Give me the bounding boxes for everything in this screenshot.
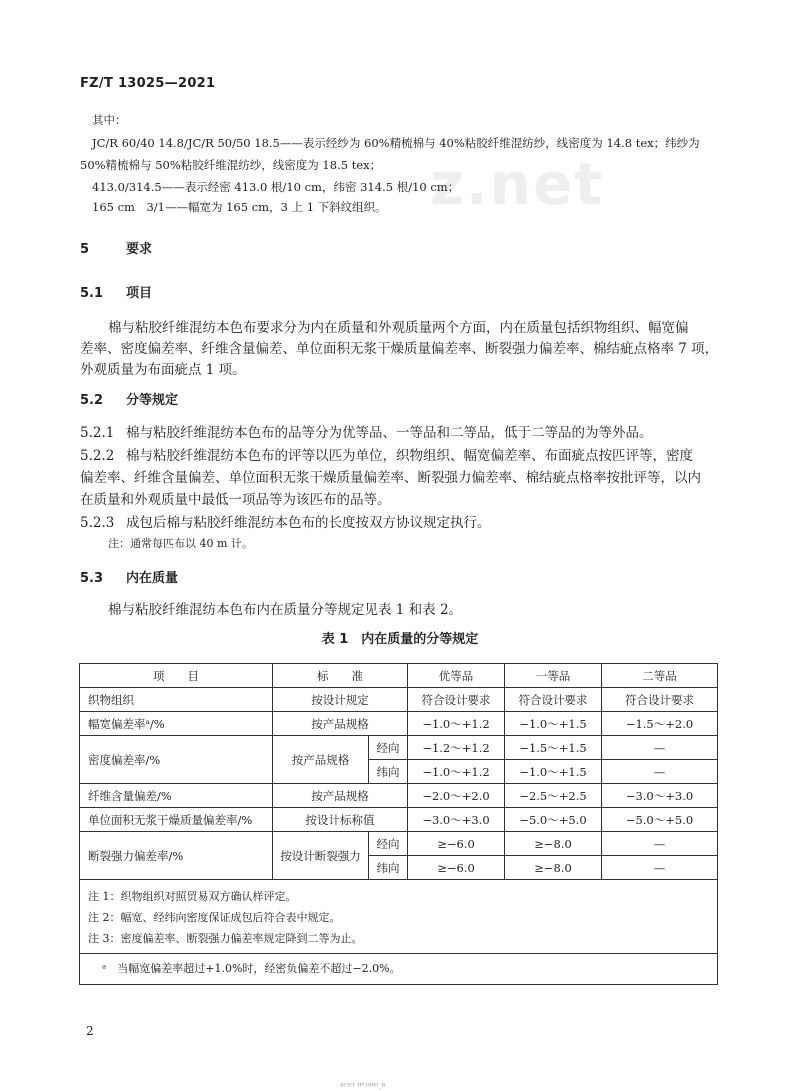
header-item: 项 目 — [80, 664, 273, 688]
cell-second: — — [602, 856, 718, 880]
cell-superior: 符合设计要求 — [408, 688, 505, 712]
row-item: 单位面积无浆干燥质量偏差率/% — [80, 808, 273, 832]
cell-first: 符合设计要求 — [505, 688, 602, 712]
cell-superior: −2.0～+2.0 — [408, 784, 505, 808]
cell-second: 符合设计要求 — [602, 688, 718, 712]
table-notes — [80, 880, 718, 954]
intro-label: 其中： — [92, 113, 127, 127]
cell-superior: −1.2～+1.2 — [408, 736, 505, 760]
clause-5-2-2-line-1: 5.2.2 棉与粘胶纤维混纺本色布的评等以匹为单位，织物组织、幅宽偏差率、布面疵点按匹评等，密度 — [80, 448, 693, 464]
section-5-1-heading: 5.1 项目 — [80, 286, 153, 301]
table-row — [80, 808, 718, 832]
clause-5-2-1: 5.2.1 棉与粘胶纤维混纺本色布的品等分为优等品、一等品和二等品，低于二等品的为等外品。 — [80, 425, 653, 441]
example-line-2: 50%精梳棉与 50%粘胶纤维混纺纱，线密度为 18.5 tex； — [80, 158, 382, 172]
clause-5-2-3: 5.2.3 成包后棉与粘胶纤维混纺本色布的长度按双方协议规定执行。 — [80, 515, 491, 531]
row-item: 纤维含量偏差/% — [80, 784, 273, 808]
table-1 — [79, 663, 718, 985]
cell-second: — — [602, 832, 718, 856]
table-1-caption: 表 1 内在质量的分等规定 — [321, 632, 479, 647]
header-standard: 标 准 — [273, 664, 408, 688]
header-first: 一等品 — [505, 664, 602, 688]
table-row — [80, 784, 718, 808]
table-note-1: 注 1：织物组织对照贸易双方确认样评定。 — [88, 890, 297, 903]
table-note-2: 注 2：幅宽、经纬向密度保证成包后符合表中规定。 — [88, 911, 341, 924]
cell-first: −1.5～+1.5 — [505, 736, 602, 760]
table-header-row — [80, 664, 718, 688]
example-line-1: JC/R 60/40 14.8/JC/R 50/50 18.5——表示经纱为 60%精梳棉与 40%粘胶纤维混纺纱，线密度为 14.8 tex；纬纱为 — [92, 136, 700, 150]
row-direction: 纬向 — [369, 856, 408, 880]
standard-number-header: FZ/T 13025—2021 — [80, 76, 216, 91]
cell-second: — — [602, 736, 718, 760]
row-standard: 按设计规定 — [273, 688, 408, 712]
section-5-3-heading: 5.3 内在质量 — [80, 571, 179, 586]
section-5-1-para-line-3: 外观质量为布面疵点 1 项。 — [80, 362, 246, 378]
page-number: 2 — [86, 1024, 94, 1038]
table-footnote: ᵃ 当幅宽偏差率超过+1.0%时，经密负偏差不超过−2.0%。 — [80, 954, 718, 985]
table-row — [80, 832, 718, 856]
cell-first: ≥−8.0 — [505, 856, 602, 880]
table-note-3: 注 3：密度偏差率、断裂强力偏差率规定降到二等为止。 — [88, 932, 363, 945]
cell-second: — — [602, 760, 718, 784]
cell-superior: −1.0～+1.2 — [408, 712, 505, 736]
table-row — [80, 736, 718, 760]
row-item: 密度偏差率/% — [80, 736, 273, 784]
row-direction: 纬向 — [369, 760, 408, 784]
clause-5-2-3-note: 注：通常每匹布以 40 m 计。 — [108, 537, 253, 550]
row-direction: 经向 — [369, 736, 408, 760]
table-footnote-row — [80, 954, 718, 985]
cell-first: −5.0～+5.0 — [505, 808, 602, 832]
cell-superior: ≥−6.0 — [408, 856, 505, 880]
table-row — [80, 688, 718, 712]
section-5-1-para-line-1: 棉与粘胶纤维混纺本色布要求分为内在质量和外观质量两个方面，内在质量包括织物组织、幅宽偏 — [108, 320, 689, 336]
cell-superior: −1.0～+1.2 — [408, 760, 505, 784]
section-5-1-para-line-2: 差率、密度偏差率、纤维含量偏差、单位面积无浆干燥质量偏差率、断裂强力偏差率、棉结疵点格率 7 项， — [80, 341, 719, 357]
row-item: 织物组织 — [80, 688, 273, 712]
row-standard: 按产品规格 — [273, 712, 408, 736]
cell-superior: ≥−6.0 — [408, 832, 505, 856]
row-item: 幅宽偏差率ᵃ/% — [80, 712, 273, 736]
clause-5-2-2-line-2: 偏差率、纤维含量偏差、单位面积无浆干燥质量偏差率、断裂强力偏差率、棉结疵点格率按批评等，以内 — [80, 470, 701, 486]
cell-superior: −3.0～+3.0 — [408, 808, 505, 832]
cell-second: −3.0～+3.0 — [602, 784, 718, 808]
header-superior: 优等品 — [408, 664, 505, 688]
example-line-3: 413.0/314.5——表示经密 413.0 根/10 cm，纬密 314.5 根/10 cm； — [92, 180, 460, 194]
table-notes-row — [80, 880, 718, 954]
cell-first: −1.0～+1.5 — [505, 760, 602, 784]
row-standard: 按产品规格 — [273, 736, 369, 784]
cell-second: −5.0～+5.0 — [602, 808, 718, 832]
cell-first: ≥−8.0 — [505, 832, 602, 856]
table-row — [80, 712, 718, 736]
row-item: 断裂强力偏差率/% — [80, 832, 273, 880]
cell-second: −1.5～+2.0 — [602, 712, 718, 736]
cell-first: −1.0～+1.5 — [505, 712, 602, 736]
section-5-2-heading: 5.2 分等规定 — [80, 393, 179, 408]
row-standard: 按设计断裂强力 — [273, 832, 369, 880]
cell-first: −2.5～+2.5 — [505, 784, 602, 808]
header-second: 二等品 — [602, 664, 718, 688]
section-5-3-para: 棉与粘胶纤维混纺本色布内在质量分等规定见表 1 和表 2。 — [108, 602, 463, 618]
row-standard: 按设计标称值 — [273, 808, 408, 832]
clause-5-2-2-line-3: 在质量和外观质量中最低一项品等为该匹布的品等。 — [80, 492, 391, 508]
watermark: z.net — [430, 150, 605, 218]
row-direction: 经向 — [369, 832, 408, 856]
example-line-4: 165 cm 3/1——幅宽为 165 cm，3 上 1 下斜纹组织。 — [92, 200, 387, 214]
row-standard: 按产品规格 — [273, 784, 408, 808]
bottom-scan-mark: ᴮᵁᴱᵀ ᴵᴾᵁᴺᵂᴵ.ᴺ — [340, 1082, 386, 1091]
section-5-heading: 5 要求 — [80, 242, 153, 257]
